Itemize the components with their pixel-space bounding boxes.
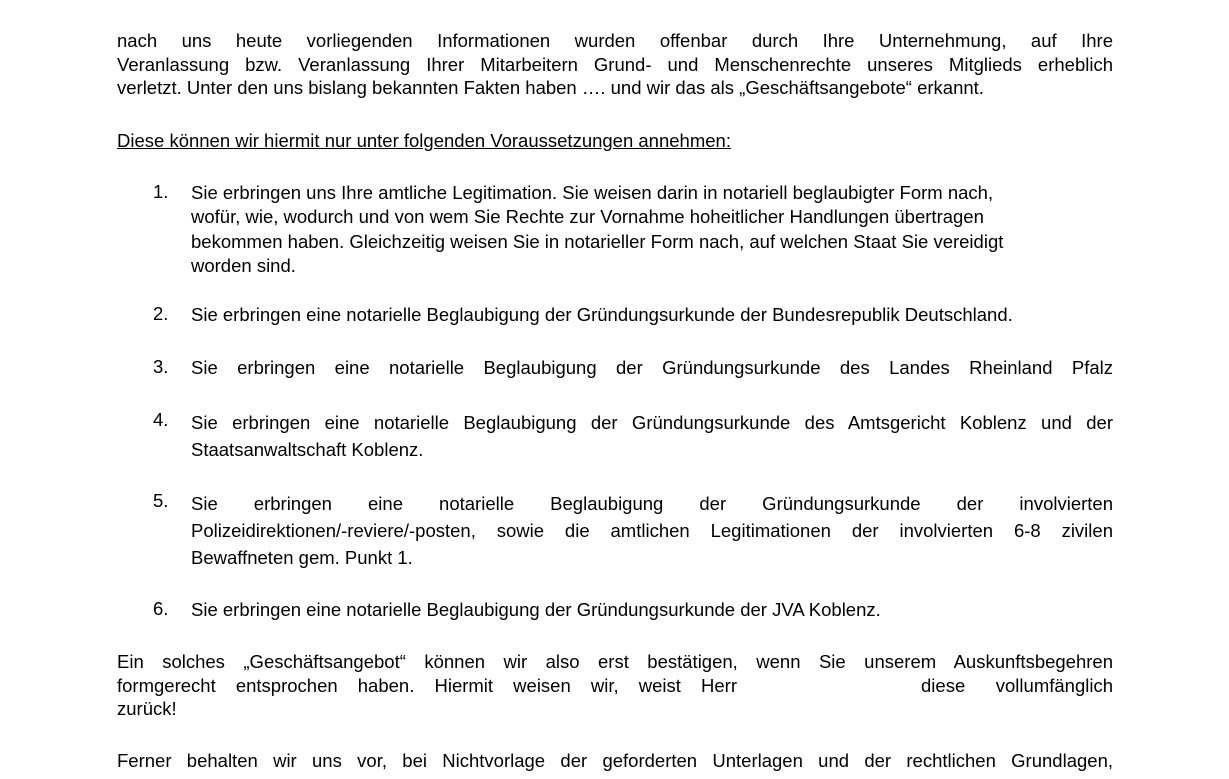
- list-item-line: Polizeidirektionen/-reviere/-posten, sowie die amtlichen Legitimationen der involvierten 6-8 zivilen: [191, 520, 1113, 541]
- intro-line: nach uns heute vorliegenden Informationen wurden offenbar durch Ihre Unternehmung, auf Ihre: [117, 30, 1113, 51]
- list-item-number: 6.: [153, 598, 169, 619]
- list-item-text: [191, 181, 1113, 278]
- conditions-heading: Diese können wir hiermit nur unter folgenden Voraussetzungen annehmen:: [117, 130, 731, 151]
- list-item-line: Sie erbringen eine notarielle Beglaubigung der Gründungsurkunde des Amtsgericht Koblenz und der: [191, 412, 1113, 433]
- list-item-line: bekommen haben. Gleichzeitig weisen Sie in notarieller Form nach, auf welchen Staat Sie vereidigt: [191, 230, 1004, 252]
- list-item-text: [191, 356, 1113, 380]
- final-paragraph: [117, 749, 1113, 773]
- list-item-line: Sie erbringen eine notarielle Beglaubigung der Gründungsurkunde der involvierten: [191, 493, 1113, 514]
- intro-paragraph: [117, 29, 1113, 100]
- list-item-text: [191, 409, 1113, 463]
- intro-line: verletzt. Unter den uns bislang bekannten Fakten haben …. und wir das als „Geschäftsangebote“ erkannt.: [117, 77, 984, 98]
- closing-line: Ein solches „Geschäftsangebot“ können wir also erst bestätigen, wenn Sie unserem Auskunftsbegehren: [117, 651, 1113, 672]
- conditions-heading-block: [117, 129, 1113, 153]
- list-item-number: 5.: [153, 490, 169, 511]
- list-item-number: 3.: [153, 356, 169, 377]
- closing-paragraph: [117, 650, 1113, 721]
- list-item-line: Bewaffneten gem. Punkt 1.: [191, 547, 413, 568]
- list-item-text: [191, 303, 1113, 327]
- closing-line: zurück!: [117, 698, 177, 719]
- closing-line-left: formgerecht entsprochen haben. Hiermit weisen wir, weist Herr: [117, 674, 737, 696]
- list-item-line: Sie erbringen eine notarielle Beglaubigung der Gründungsurkunde der JVA Koblenz.: [191, 599, 881, 620]
- closing-line-right: diese vollumfänglich: [921, 674, 1113, 696]
- list-item-line: Staatsanwaltschaft Koblenz.: [191, 439, 424, 460]
- list-item-number: 2.: [153, 303, 169, 324]
- list-item-text: [191, 598, 1113, 622]
- intro-line: Veranlassung bzw. Veranlassung Ihrer Mitarbeitern Grund- und Menschenrechte unseres Mitglieds erheblich: [117, 53, 1113, 75]
- list-item-number: 4.: [153, 409, 169, 430]
- list-item-line: Sie erbringen uns Ihre amtliche Legitimation. Sie weisen darin in notariell beglaubigter Form nach,: [191, 182, 994, 203]
- list-item-number: 1.: [153, 181, 169, 202]
- list-item-line: wofür, wie, wodurch und von wem Sie Rechte zur Vornahme hoheitlicher Handlungen übertragen: [191, 206, 984, 228]
- list-item-line: Sie erbringen eine notarielle Beglaubigung der Gründungsurkunde der Bundesrepublik Deutschland.: [191, 304, 1013, 325]
- list-item-text: [191, 490, 1113, 571]
- closing-line-with-gap: [117, 674, 1113, 698]
- final-line: Ferner behalten wir uns vor, bei Nichtvorlage der geforderten Unterlagen und der rechtlichen Grundlagen,: [117, 750, 1113, 771]
- list-item-line: Sie erbringen eine notarielle Beglaubigung der Gründungsurkunde des Landes Rheinland Pfalz: [191, 357, 1113, 378]
- list-item-line: worden sind.: [191, 254, 296, 276]
